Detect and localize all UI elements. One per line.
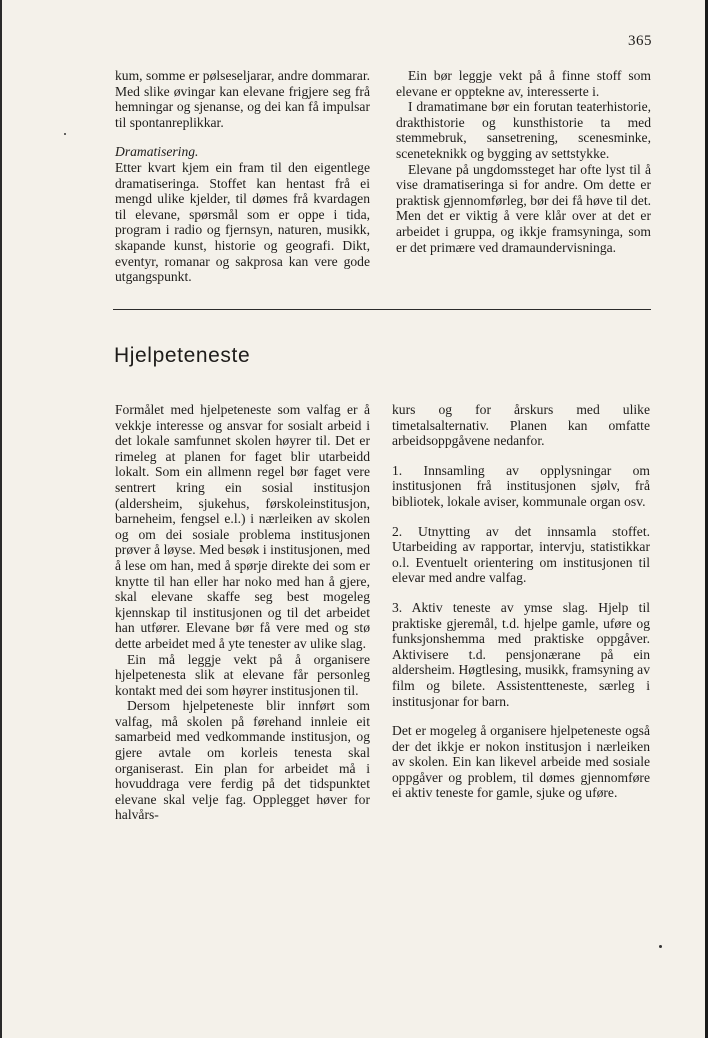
paragraph: Dersom hjelpeteneste blir innført som valfag, må skolen på førehand innleie eit samarbeid med vedkommande institusjon, og gjere avtale om korleis tenesta skal organiserast. Ein plan for arbeidet må i hovuddraga vere ferdig på det tidspunktet elevane skal velje fag. Opplegget høver for halvårs- <box>115 698 370 823</box>
paragraph: Det er mogeleg å organisere hjelpeteneste også der det ikkje er nokon institusjon i nærleiken av skolen. Ein kan likevel arbeide med sosiale oppgåver og problem, til dømes gjennomføre ei aktiv teneste for gamle, sjuke og uføre. <box>392 723 650 801</box>
paragraph: kurs og for årskurs med ulike timetalsalternativ. Planen kan omfatte arbeidsoppgåvene nedanfor. <box>392 402 650 449</box>
list-item: 3. Aktiv teneste av ymse slag. Hjelp til praktiske gjeremål, t.d. hjelpe gamle, uføre og funksjonshemma med praktiske oppgåver. Aktivisere t.d. pensjonærane på ein aldersheim. Høgtlesing, musikk, framsyning av film og bilete. Assistentteneste, særleg i institusjonar for barn. <box>392 599 650 709</box>
page-number: 365 <box>628 33 652 49</box>
paragraph: I dramatimane bør ein forutan teaterhistorie, drakthistorie og kunsthistorie ta med stemmebruk, sansetrening, scenesminke, sceneteknikk og bygging av settstykke. <box>396 99 651 161</box>
paragraph: Ein må leggje vekt på å organisere hjelpetenesta slik at elevane får personleg kontakt med dei som høyrer institusjonen til. <box>115 651 370 698</box>
bottom-right-column <box>392 402 650 801</box>
subheading-dramatisering: Dramatisering. <box>115 144 199 160</box>
top-left-column <box>115 68 370 285</box>
paragraph: Ein bør leggje vekt på å finne stoff som elevane er opptekne av, interesserte i. <box>396 68 651 99</box>
list-item: 2. Utnytting av det innsamla stoffet. Utarbeiding av rapportar, intervju, statistikkar o.l. Eventuelt orientering om institusjonen til elevar med andre valfag. <box>392 523 650 586</box>
scan-speck <box>64 133 66 135</box>
list-item: 1. Innsamling av opplysningar om institusjonen frå institusjonen sjølv, frå bibliotek, lokale aviser, kommunale organ osv. <box>392 462 650 509</box>
paragraph: Etter kvart kjem ein fram til den eigentlege dramatiseringa. Stoffet kan hentast frå ei mengd ulike kjelder, til dømes frå kvardagen til elevane, spørsmål som er oppe i tida, program i radio og fjernsyn, naturen, musikk, skapande kunst, historie og geografi. Dikt, eventyr, romanar og sakprosa kan vere gode utgangspunkt. <box>115 159 370 285</box>
paragraph: kum, somme er pølseseljarar, andre dommarar. Med slike øvingar kan elevane frigjere seg frå hemningar og sjenanse, og dei kan få impulsar til spontanreplikkar. <box>115 68 370 130</box>
section-title: Hjelpeteneste <box>114 344 251 367</box>
paragraph: Elevane på ungdomssteget har ofte lyst til å vise dramatiseringa si for andre. Om dette er praktisk gjennomførleg, bør dei få høve til det. Men det er viktig å vere klår over at det er arbeidet i gruppa, og ikkje framsyninga, som er det primære ved dramaundervisninga. <box>396 161 651 255</box>
bottom-left-column <box>115 402 370 823</box>
paragraph: Formålet med hjelpeteneste som valfag er å vekkje interesse og ansvar for sosialt arbeid i det lokale samfunnet skolen høyrer til. Det er rimeleg at planen for faget blir utarbeidd lokalt. Som ein allmenn regel bør faget vere sentrert kring ein sosial institusjon (aldersheim, sjukehus, førskoleinstitusjon, barneheim, fengsel e.l.) i nærleiken av skolen og om dei sosiale problema institusjonen prøver å løyse. Med besøk i institusjonen, med å lese om han, med å spørje direkte dei som er knytte til han eller har noko med han å gjere, skal elevane skaffe seg best mogeleg kjennskap til institusjonen og til det arbeidet han utfører. Elevane bør få vere med og stø dette arbeidet med å yte tenester av ulike slag. <box>115 402 370 651</box>
top-right-column <box>396 68 651 255</box>
scan-speck <box>659 945 662 948</box>
section-divider <box>113 309 651 310</box>
